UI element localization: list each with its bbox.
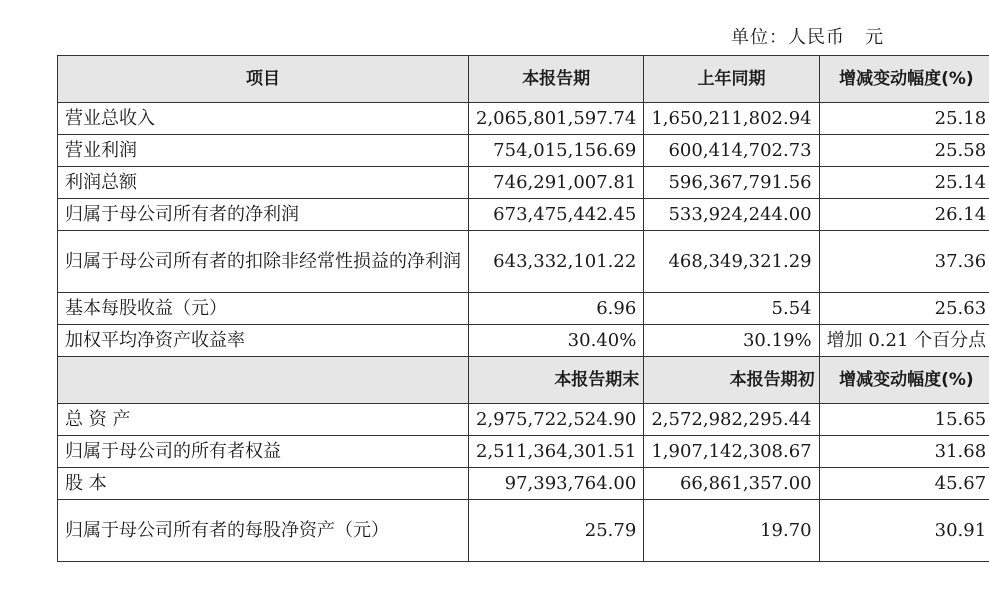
prior-value: 30.19% bbox=[644, 325, 819, 357]
current-value: 643,332,101.22 bbox=[469, 231, 644, 293]
table-subheader-row bbox=[58, 357, 989, 404]
current-value: 6.96 bbox=[469, 293, 644, 325]
header-current-period: 本报告期 bbox=[469, 56, 644, 103]
period-start-value: 2,572,982,295.44 bbox=[644, 404, 819, 436]
table-row bbox=[58, 436, 989, 468]
table-row bbox=[58, 135, 989, 167]
table-row bbox=[58, 199, 989, 231]
prior-value: 596,367,791.56 bbox=[644, 167, 819, 199]
financial-summary-table bbox=[57, 55, 989, 562]
change-value: 26.14 bbox=[819, 199, 989, 231]
row-label: 归属于母公司的所有者权益 bbox=[58, 436, 469, 468]
prior-value: 1,650,211,802.94 bbox=[644, 103, 819, 135]
change-value: 25.14 bbox=[819, 167, 989, 199]
prior-value: 533,924,244.00 bbox=[644, 199, 819, 231]
header-period-end: 本报告期末 bbox=[469, 357, 644, 404]
change-value: 31.68 bbox=[819, 436, 989, 468]
table-row bbox=[58, 325, 989, 357]
period-end-value: 25.79 bbox=[469, 500, 644, 562]
row-label: 利润总额 bbox=[58, 167, 469, 199]
current-value: 30.40% bbox=[469, 325, 644, 357]
table-row bbox=[58, 103, 989, 135]
table-row bbox=[58, 231, 989, 293]
header-change-percent: 增减变动幅度(%) bbox=[819, 56, 989, 103]
table-row bbox=[58, 293, 989, 325]
table-row bbox=[58, 500, 989, 562]
header-period-start: 本报告期初 bbox=[644, 357, 819, 404]
table-header-row bbox=[58, 56, 989, 103]
period-end-value: 97,393,764.00 bbox=[469, 468, 644, 500]
change-value: 15.65 bbox=[819, 404, 989, 436]
prior-value: 468,349,321.29 bbox=[644, 231, 819, 293]
period-start-value: 66,861,357.00 bbox=[644, 468, 819, 500]
header-change-percent: 增减变动幅度(%) bbox=[819, 357, 989, 404]
current-value: 2,065,801,597.74 bbox=[469, 103, 644, 135]
period-start-value: 19.70 bbox=[644, 500, 819, 562]
table-row bbox=[58, 404, 989, 436]
period-end-value: 2,511,364,301.51 bbox=[469, 436, 644, 468]
currency-unit-label: 单位：人民币 元 bbox=[731, 27, 885, 48]
row-label: 股 本 bbox=[58, 468, 469, 500]
change-value: 25.58 bbox=[819, 135, 989, 167]
prior-value: 5.54 bbox=[644, 293, 819, 325]
period-start-value: 1,907,142,308.67 bbox=[644, 436, 819, 468]
row-label: 归属于母公司所有者的扣除非经常性损益的净利润 bbox=[58, 231, 469, 293]
row-label: 归属于母公司所有者的每股净资产（元） bbox=[58, 500, 469, 562]
header-item: 项目 bbox=[58, 56, 469, 103]
current-value: 673,475,442.45 bbox=[469, 199, 644, 231]
header-prior-year-period: 上年同期 bbox=[644, 56, 819, 103]
row-label: 营业利润 bbox=[58, 135, 469, 167]
current-value: 746,291,007.81 bbox=[469, 167, 644, 199]
table-row bbox=[58, 468, 989, 500]
change-value: 45.67 bbox=[819, 468, 989, 500]
change-value: 25.18 bbox=[819, 103, 989, 135]
row-label: 基本每股收益（元） bbox=[58, 293, 469, 325]
change-value: 30.91 bbox=[819, 500, 989, 562]
row-label: 归属于母公司所有者的净利润 bbox=[58, 199, 469, 231]
row-label: 营业总收入 bbox=[58, 103, 469, 135]
prior-value: 600,414,702.73 bbox=[644, 135, 819, 167]
current-value: 754,015,156.69 bbox=[469, 135, 644, 167]
period-end-value: 2,975,722,524.90 bbox=[469, 404, 644, 436]
change-value: 37.36 bbox=[819, 231, 989, 293]
row-label: 加权平均净资产收益率 bbox=[58, 325, 469, 357]
change-value: 25.63 bbox=[819, 293, 989, 325]
table-row bbox=[58, 167, 989, 199]
change-value: 增加 0.21 个百分点 bbox=[819, 325, 989, 357]
subheader-item bbox=[58, 357, 469, 404]
row-label: 总 资 产 bbox=[58, 404, 469, 436]
